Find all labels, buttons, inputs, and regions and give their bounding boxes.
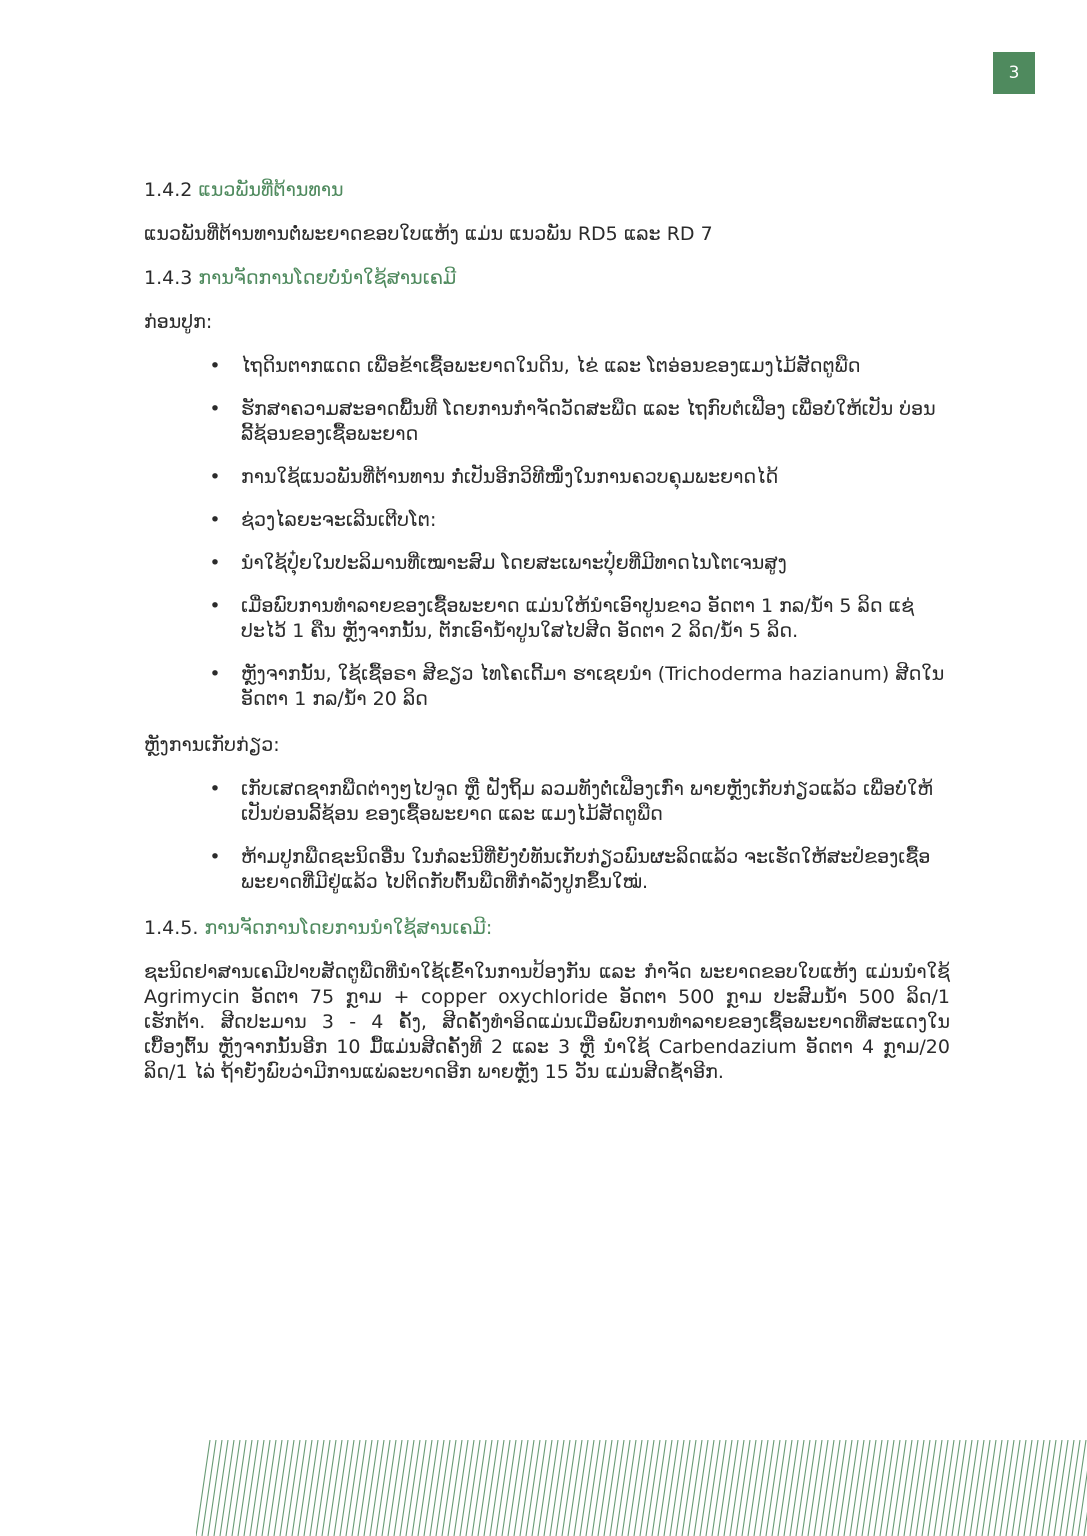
stripe-line — [742, 1440, 756, 1536]
stripe-line — [628, 1440, 642, 1536]
stripe-line — [976, 1440, 990, 1536]
stripe-line — [946, 1440, 960, 1536]
stripe-line — [496, 1440, 510, 1536]
stripe-line — [646, 1440, 660, 1536]
stripe-line — [694, 1440, 708, 1536]
stripe-line — [316, 1440, 330, 1536]
stripe-line — [754, 1440, 768, 1536]
stripe-line — [1006, 1440, 1020, 1536]
stripe-line — [856, 1440, 870, 1536]
stripe-line — [220, 1440, 234, 1536]
stripe-line — [844, 1440, 858, 1536]
stripe-line — [790, 1440, 804, 1536]
stripe-line — [652, 1440, 666, 1536]
list-item-text: ນຳໃຊ້ປຸ໋ຍໃນປະລິມານທີ່ເໝາະສົມ ໂດຍສະເພາະປຸ໋ຍທີ່ມີທາດໄນໂຕເຈນສູງ — [241, 552, 787, 574]
stripe-line — [748, 1440, 762, 1536]
stripe-line — [376, 1440, 390, 1536]
stripe-line — [430, 1440, 444, 1536]
list-item — [209, 845, 950, 895]
stripe-line — [610, 1440, 624, 1536]
stripe-line — [916, 1440, 930, 1536]
stripe-line — [358, 1440, 372, 1536]
stripe-line — [706, 1440, 720, 1536]
stripe-line — [760, 1440, 774, 1536]
stripe-line — [388, 1440, 402, 1536]
section-143-title: ການຈັດການໂດຍບໍ່ນຳໃຊ້ສານເຄມີ — [198, 267, 457, 289]
stripe-line — [700, 1440, 714, 1536]
stripe-line — [454, 1440, 468, 1536]
stripe-line — [826, 1440, 840, 1536]
stripe-line — [940, 1440, 954, 1536]
list-item — [209, 777, 950, 827]
stripe-line — [442, 1440, 456, 1536]
stripe-line — [604, 1440, 618, 1536]
stripe-line — [574, 1440, 588, 1536]
stripe-line — [532, 1440, 546, 1536]
stripe-line — [448, 1440, 462, 1536]
stripe-line — [616, 1440, 630, 1536]
list-item-text: ເກັບເສດຊາກພືດຕ່າງໆໄປຈູດ ຫຼື ຝັງຖິ້ມ ລວມທັງຕໍ່ເຟືອງເກົ່າ ພາຍຫຼັງເກັບກ່ຽວແລ້ວ ເພື່ອບໍ່ໃຫ້ເປັນບ່ອນລີ້ຊ້ອນ ຂອງເຊື້ອພະຍາດ ແລະ ແມງໄມ້ສັດຕູພືດ — [241, 778, 933, 825]
stripe-line — [484, 1440, 498, 1536]
stripe-line — [502, 1440, 516, 1536]
stripe-line — [196, 1440, 210, 1536]
decorative-stripes — [196, 1440, 1087, 1536]
bullet-icon: • — [209, 595, 221, 617]
stripe-line — [832, 1440, 846, 1536]
stripe-line — [364, 1440, 378, 1536]
list-item — [209, 662, 950, 712]
stripe-line — [796, 1440, 810, 1536]
stripe-line — [598, 1440, 612, 1536]
stripe-line — [910, 1440, 924, 1536]
section-142-title: ແນວພັນທີ່ຕ້ານທານ — [198, 179, 344, 201]
list-item-text: ເມື່ອພົບການທຳລາຍຂອງເຊື້ອພະຍາດ ແມ່ນໃຫ້ນຳເອົາປູນຂາວ ອັດຕາ 1 ກລ/ນ້ຳ 5 ລິດ ແຊ່ປະໄວ້ 1 ຄືນ ຫຼັງຈາກນັ້ນ, ຕັກເອົານ້ຳປູນໃສໄປສີດ ອັດຕາ 2 ລິດ/ນ້ຳ 5 ລິດ. — [241, 595, 915, 642]
stripe-line — [304, 1440, 318, 1536]
stripe-line — [214, 1440, 228, 1536]
stripe-line — [1030, 1440, 1044, 1536]
stripe-line — [280, 1440, 294, 1536]
page-number-badge: 3 — [993, 52, 1035, 94]
bullet-icon: • — [209, 509, 221, 531]
list-item-text: ຮັກສາຄວາມສະອາດພື້ນທີ ໂດຍການກຳຈັດວັດສະພືດ ແລະ ໄຖກົບຕໍເຟືອງ ເພື່ອບໍ່ໃຫ້ເປັນ ບ່ອນລີ້ຊ້ອນຂອງເຊື້ອພະຍາດ — [241, 398, 936, 445]
stripe-line — [526, 1440, 540, 1536]
stripe-line — [850, 1440, 864, 1536]
after-harvest-label: ຫຼັງການເກັບກ່ຽວ: — [144, 734, 280, 756]
before-planting-list — [144, 354, 950, 712]
bullet-icon: • — [209, 552, 221, 574]
section-145-heading — [144, 916, 950, 941]
stripe-line — [400, 1440, 414, 1536]
bullet-icon: • — [209, 778, 221, 800]
stripe-line — [424, 1440, 438, 1536]
section-142-heading — [144, 178, 950, 203]
stripe-line — [508, 1440, 522, 1536]
stripe-line — [592, 1440, 606, 1536]
stripe-line — [964, 1440, 978, 1536]
section-143-number: 1.4.3 — [144, 267, 199, 289]
stripe-line — [328, 1440, 342, 1536]
stripe-line — [1072, 1440, 1086, 1536]
stripe-line — [784, 1440, 798, 1536]
stripe-line — [994, 1440, 1008, 1536]
stripe-line — [238, 1440, 252, 1536]
stripe-line — [1060, 1440, 1074, 1536]
stripe-line — [514, 1440, 528, 1536]
stripe-line — [970, 1440, 984, 1536]
stripe-line — [928, 1440, 942, 1536]
stripe-line — [634, 1440, 648, 1536]
stripe-line — [268, 1440, 282, 1536]
stripe-line — [256, 1440, 270, 1536]
stripe-line — [394, 1440, 408, 1536]
stripe-line — [568, 1440, 582, 1536]
stripe-line — [874, 1440, 888, 1536]
stripe-line — [412, 1440, 426, 1536]
stripe-line — [904, 1440, 918, 1536]
stripe-line — [382, 1440, 396, 1536]
bullet-icon: • — [209, 846, 221, 868]
stripe-line — [808, 1440, 822, 1536]
stripe-line — [958, 1440, 972, 1536]
stripe-line — [274, 1440, 288, 1536]
stripe-line — [550, 1440, 564, 1536]
list-item-text: ຫ້າມປູກພືດຊະນິດອື່ນ ໃນກໍລະນີທີ່ຍັງບໍ່ທັນເກັບກ່ຽວພົນຜະລິດແລ້ວ ຈະເຮັດໃຫ້ສະປໍຂອງເຊື້ອພະຍາດທີ່ມີຢູ່ແລ້ວ ໄປຕິດກັບຕົ້ນພືດທີ່ກຳລັງປູກຂຶ້ນໃໝ່. — [241, 846, 931, 893]
stripe-line — [466, 1440, 480, 1536]
stripe-line — [688, 1440, 702, 1536]
stripe-line — [544, 1440, 558, 1536]
stripe-line — [556, 1440, 570, 1536]
stripe-line — [562, 1440, 576, 1536]
stripe-line — [1042, 1440, 1056, 1536]
stripe-line — [370, 1440, 384, 1536]
stripe-line — [292, 1440, 306, 1536]
stripe-line — [286, 1440, 300, 1536]
stripe-line — [988, 1440, 1002, 1536]
stripe-line — [952, 1440, 966, 1536]
stripe-line — [934, 1440, 948, 1536]
stripe-line — [838, 1440, 852, 1536]
stripe-line — [730, 1440, 744, 1536]
stripe-line — [1054, 1440, 1068, 1536]
stripe-line — [886, 1440, 900, 1536]
stripe-line — [814, 1440, 828, 1536]
stripe-line — [418, 1440, 432, 1536]
section-145-title: ການຈັດການໂດຍການນຳໃຊ້ສານເຄມີ: — [204, 917, 493, 939]
stripe-line — [862, 1440, 876, 1536]
stripe-line — [772, 1440, 786, 1536]
stripe-line — [472, 1440, 486, 1536]
section-142-text: ແນວພັນທີ່ຕ້ານທານຕໍ່ພະຍາດຂອບໃບແຫ້ງ ແມ່ນ ແນວພັນ RD5 ແລະ RD 7 — [144, 223, 713, 245]
stripe-line — [586, 1440, 600, 1536]
stripe-line — [880, 1440, 894, 1536]
stripe-line — [538, 1440, 552, 1536]
section-143-heading — [144, 266, 950, 291]
list-item — [209, 551, 950, 576]
after-harvest-list — [144, 777, 950, 895]
stripe-line — [640, 1440, 654, 1536]
stripe-line — [478, 1440, 492, 1536]
stripe-line — [898, 1440, 912, 1536]
stripe-line — [676, 1440, 690, 1536]
stripe-line — [352, 1440, 366, 1536]
stripe-line — [460, 1440, 474, 1536]
stripe-line — [724, 1440, 738, 1536]
section-142-number: 1.4.2 — [144, 179, 199, 201]
stripe-line — [208, 1440, 222, 1536]
stripe-line — [1024, 1440, 1038, 1536]
stripe-line — [346, 1440, 360, 1536]
stripe-line — [982, 1440, 996, 1536]
stripe-line — [322, 1440, 336, 1536]
list-item — [209, 594, 950, 644]
stripe-line — [310, 1440, 324, 1536]
stripe-line — [1000, 1440, 1014, 1536]
stripe-line — [334, 1440, 348, 1536]
stripe-line — [802, 1440, 816, 1536]
list-item-text: ໄຖດິນຕາກແດດ ເພື່ອຂ້າເຊື້ອພະຍາດໃນດິນ, ໄຂ່ ແລະ ໂຕອ່ອນຂອງແມງໄມ້ສັດຕູພືດ — [241, 355, 861, 377]
bullet-icon: • — [209, 355, 221, 377]
stripe-line — [922, 1440, 936, 1536]
stripe-line — [712, 1440, 726, 1536]
list-item — [209, 354, 950, 379]
stripe-line — [436, 1440, 450, 1536]
stripe-line — [490, 1440, 504, 1536]
section-145-number: 1.4.5. — [144, 917, 205, 939]
stripe-line — [664, 1440, 678, 1536]
before-planting-label: ກ່ອນປູກ: — [144, 311, 213, 333]
list-item — [209, 508, 950, 533]
stripe-line — [820, 1440, 834, 1536]
stripe-line — [1018, 1440, 1032, 1536]
stripe-line — [340, 1440, 354, 1536]
stripe-line — [262, 1440, 276, 1536]
stripe-line — [226, 1440, 240, 1536]
list-item — [209, 397, 950, 447]
stripe-line — [520, 1440, 534, 1536]
stripe-line — [1048, 1440, 1062, 1536]
stripe-line — [736, 1440, 750, 1536]
document-body — [144, 178, 950, 1085]
stripe-line — [868, 1440, 882, 1536]
list-item-text: ຊ່ວງໄລຍະຈະເລີນເຕີບໂຕ: — [241, 509, 437, 531]
section-145-text: ຊະນິດຢາສານເຄມີປາບສັດຕູພືດທີ່ນຳໃຊ້ເຂົ້າໃນການປ້ອງກັນ ແລະ ກຳຈັດ ພະຍາດຂອບໃບແຫ້ງ ແມ່ນນຳໃຊ້ Agrimycin ອັດຕາ 75 ກຼາມ + copper oxychloride ອັດຕາ 500 ກຼາມ ປະສົມນ້ຳ 500 ລິດ/1 ເຮັກຕ້າ. ສີດປະມານ 3 - 4 ຄັ້ງ, ສີດຄັ້ງທຳອິດແມ່ນເມື່ອພົບການທຳລາຍຂອງເຊື້ອພະຍາດທີ່ສະແດງໃນເບື້ອງຕົ້ນ ຫຼັງຈາກນັ້ນອີກ 10 ມື້ແມ່ນສີດຄັ້ງທີ 2 ແລະ 3 ຫຼື ນຳໃຊ້ Carbendazium ອັດຕາ 4 ກຼາມ/20 ລິດ/1 ໄລ່ ຖ້າຍັງພົບວ່າມີການແພ່ລະບາດອີກ ພາຍຫຼັງ 15 ວັນ ແມ່ນສີດຊ້ຳອີກ. — [144, 961, 950, 1083]
bullet-icon: • — [209, 398, 221, 420]
stripe-line — [778, 1440, 792, 1536]
stripe-line — [250, 1440, 264, 1536]
stripe-line — [892, 1440, 906, 1536]
stripe-line — [298, 1440, 312, 1536]
bullet-icon: • — [209, 466, 221, 488]
list-item-text: ການໃຊ້ແນວພັນທີ່ຕ້ານທານ ກໍ່ເປັນອີກວິທີໜຶ່ງໃນການຄວບຄຸມພະຍາດໄດ້ — [241, 466, 779, 488]
stripe-line — [232, 1440, 246, 1536]
stripe-line — [1066, 1440, 1080, 1536]
list-item — [209, 465, 950, 490]
stripe-line — [1036, 1440, 1050, 1536]
stripe-line — [658, 1440, 672, 1536]
stripe-line — [1012, 1440, 1026, 1536]
stripe-line — [244, 1440, 258, 1536]
stripe-line — [622, 1440, 636, 1536]
stripe-line — [202, 1440, 216, 1536]
stripe-line — [406, 1440, 420, 1536]
stripe-line — [718, 1440, 732, 1536]
stripe-line — [766, 1440, 780, 1536]
stripe-line — [580, 1440, 594, 1536]
list-item-text: ຫຼັງຈາກນັ້ນ, ໃຊ້ເຊື້ອຣາ ສີຂຽວ ໄທໂຄເດີ້ມາ ຮາເຊຍນຳ (Trichoderma hazianum) ສີດໃນອັດຕາ 1 ກລ/ນ້ຳ 20 ລິດ — [241, 663, 945, 710]
bullet-icon: • — [209, 663, 221, 685]
stripe-line — [670, 1440, 684, 1536]
stripe-line — [682, 1440, 696, 1536]
